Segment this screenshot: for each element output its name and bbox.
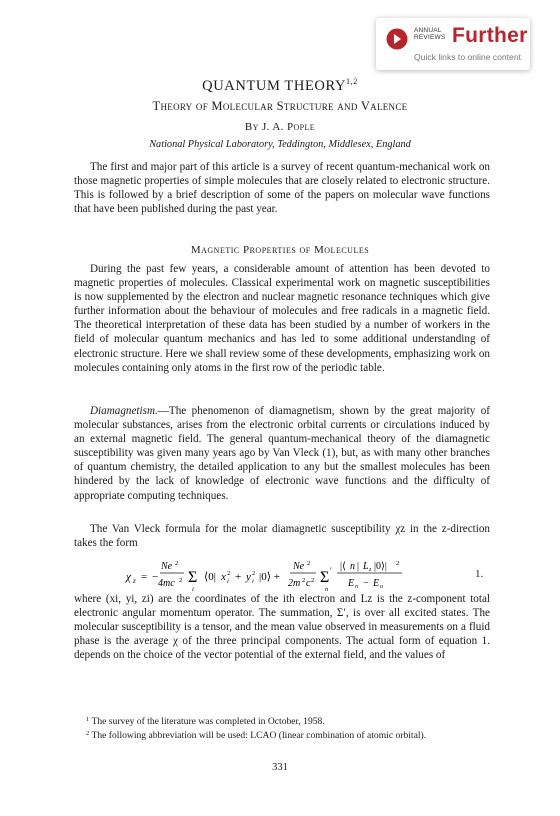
footnote-2: $^2$ The following abbreviation will be used: LCAO (linear combination of atomic orbital). xyxy=(86,730,427,741)
svg-text:2: 2 xyxy=(307,560,311,567)
svg-text:−: − xyxy=(152,571,159,583)
svg-text:2: 2 xyxy=(175,560,179,567)
svg-text:2: 2 xyxy=(311,577,315,584)
article-subtitle: Theory of Molecular Structure and Valence xyxy=(152,99,408,113)
svg-text:y: y xyxy=(246,571,251,583)
svg-text:2: 2 xyxy=(227,570,231,577)
svg-text:o: o xyxy=(380,584,383,590)
svg-text:|: | xyxy=(357,561,360,572)
svg-text:2: 2 xyxy=(252,570,256,577)
svg-text:−: − xyxy=(363,578,369,589)
svg-text:L: L xyxy=(363,561,369,572)
run-in-heading: Diamagnetism. xyxy=(90,405,158,417)
page-number: 331 xyxy=(272,762,288,773)
badge-publisher: ANNUAL REVIEWS xyxy=(414,27,446,41)
svg-text:x: x xyxy=(221,571,226,583)
svg-text:|⟨: |⟨ xyxy=(340,561,346,572)
svg-text:n: n xyxy=(355,584,358,590)
svg-text:i: i xyxy=(192,586,194,593)
svg-text:z: z xyxy=(133,577,136,585)
svg-text:|0⟩ +: |0⟩ + xyxy=(259,571,280,583)
svg-text:Σ: Σ xyxy=(320,569,330,586)
svg-text:+: + xyxy=(235,571,242,583)
svg-text:2: 2 xyxy=(179,577,183,584)
equation-number: 1. xyxy=(475,568,484,580)
svg-text:|0⟩|: |0⟩| xyxy=(374,561,387,572)
svg-text:2m: 2m xyxy=(288,578,301,589)
svg-text:2: 2 xyxy=(302,577,306,584)
author-line: By J. A. Pople xyxy=(244,121,316,133)
svg-text:χ: χ xyxy=(126,571,131,583)
svg-text:′: ′ xyxy=(330,566,332,575)
footnote-1: $^1$ The survey of the literature was completed in October, 1958. xyxy=(86,716,325,727)
svg-text:4mc: 4mc xyxy=(158,578,175,589)
section-heading: Magnetic Properties of Molecules xyxy=(190,244,370,256)
svg-text:2: 2 xyxy=(396,560,400,567)
svg-text:=: = xyxy=(141,571,148,583)
svg-text:c: c xyxy=(306,578,311,589)
intro-paragraph: The first and major part of this article is a survey of recent quantum-mechanical work on those magnetic properties of simple molecules that are closely related to electronic structure. This is followed by a brief description of some of the papers on molecular wave functions that have been published during the past year. xyxy=(74,161,490,216)
affiliation: National Physical Laboratory, Teddington, Middlesex, England xyxy=(149,139,411,150)
body-paragraph-3: The Van Vleck formula for the molar diamagnetic susceptibility χz in the z-direction takes the form xyxy=(74,523,490,550)
svg-text:E: E xyxy=(373,578,380,589)
body-paragraph-1: During the past few years, a considerable amount of attention has been devoted to magnetic properties of molecules. Classical experimental work on magnetic susceptibilities is now supplemented by the electron and nuclear magnetic resonance techniques which give further information about the behaviour of molecules and free radicals in a magnetic field. The theoretical interpretation of these data has been studied by a number of workers in the field of molecular quantum mechanics and has led to some additional understanding of electronic structure. Here we shall review some of these developments, emphasizing work on molecules containing only atoms in the first row of the periodic table. xyxy=(74,263,490,374)
svg-text:i: i xyxy=(227,578,229,585)
badge-subtitle[interactable]: Quick links to online content xyxy=(414,52,522,62)
further-badge[interactable] xyxy=(376,18,530,70)
annual-reviews-logo-icon xyxy=(386,28,408,50)
svg-text:E: E xyxy=(348,578,355,589)
svg-text:z: z xyxy=(369,567,372,573)
svg-text:Ne: Ne xyxy=(161,561,173,572)
title-footnote-marks: 1,2 xyxy=(346,77,358,86)
body-paragraph-2: Diamagnetism.—The phenomenon of diamagnetism, shown by the great majority of molecular substances, arises from the electronic orbital currents or circulations induced by an external magnetic field. The general quantum-mechanical theory of the diamagnetic susceptibility was given many years ago by Van Vleck (1), but, as with many other branches of quantum chemistry, the detailed application to any but the smallest molecules has been hindered by the lack of knowledge of electronic wave functions and the difficulty of appropriate computing techniques. xyxy=(74,405,490,502)
svg-text:Ne: Ne xyxy=(293,561,305,572)
body-paragraph-4: where (xi, yi, zi) are the coordinates of the ith electron and Lz is the z-component total electronic angular momentum operator. The summation, Σ′, is over all excited states. The molecular susceptibility is a tensor, and the mean value observed in measurements on a fluid phase is the average χ of the three principal components. The actual form of equation 1. depends on the choice of the vector potential of the external field, and the values of xyxy=(74,593,490,662)
svg-text:Σ: Σ xyxy=(188,569,198,586)
svg-text:n: n xyxy=(325,586,329,593)
svg-text:i: i xyxy=(252,578,254,585)
svg-text:⟨0|: ⟨0| xyxy=(204,571,216,583)
van-vleck-equation xyxy=(74,556,490,596)
badge-further-label[interactable]: Further xyxy=(452,24,528,47)
svg-text:n: n xyxy=(350,561,355,572)
article-title: QUANTUM THEORY$^{1,2}$ xyxy=(202,77,358,94)
